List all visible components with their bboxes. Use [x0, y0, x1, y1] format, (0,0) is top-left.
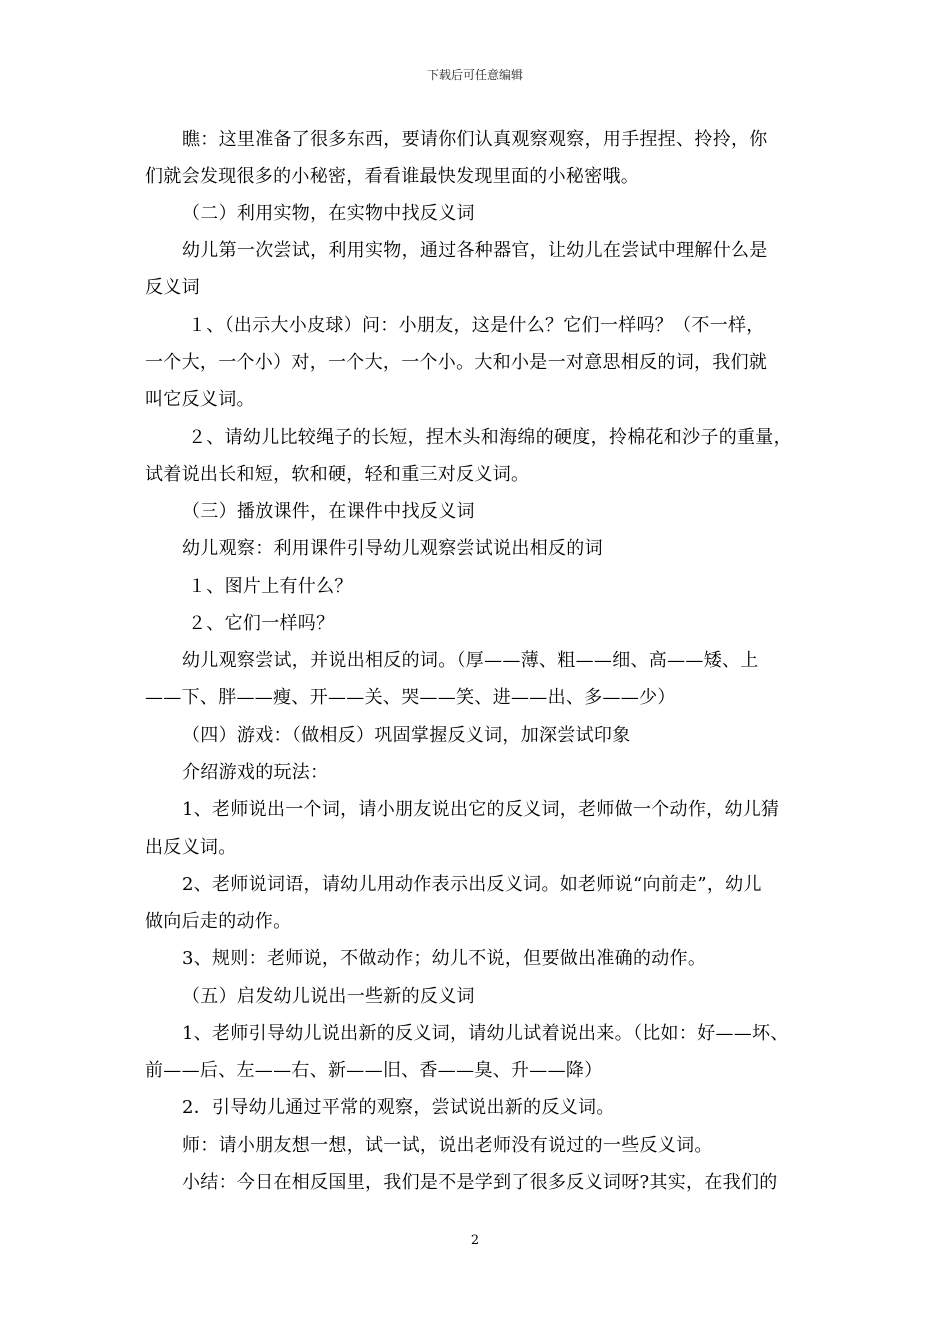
paragraph-line: 1、老师引导幼儿说出新的反义词，请幼儿试着说出来。（比如：好——坏、	[182, 1023, 789, 1044]
paragraph-line: 小结：今日在相反国里，我们是不是学到了很多反义词呀?其实，在我们的	[182, 1172, 778, 1193]
paragraph-line: 瞧：这里准备了很多东西，要请你们认真观察观察，用手捏捏、拎拎，你	[182, 129, 768, 150]
paragraph-line: 反义词	[145, 277, 200, 298]
paragraph-line: 2．引导幼儿通过平常的观察，尝试说出新的反义词。	[182, 1097, 615, 1118]
paragraph-line: 前——后、左——右、新——旧、香——臭、升——降）	[145, 1060, 603, 1081]
page-number: 2	[470, 1233, 480, 1248]
paragraph-line: 幼儿第一次尝试，利用实物，通过各种器官，让幼儿在尝试中理解什么是	[182, 240, 768, 261]
paragraph-line: １、图片上有什么？	[188, 576, 353, 597]
paragraph-line: 试着说出长和短，软和硬，轻和重三对反义词。	[145, 464, 530, 485]
section-heading: （四）游戏：（做相反）巩固掌握反义词，加深尝试印象	[182, 725, 631, 746]
paragraph-line: ２、请幼儿比较绳子的长短，捏木头和海绵的硬度，拎棉花和沙子的重量，	[188, 427, 792, 448]
paragraph-line: ２、它们一样吗？	[188, 613, 335, 634]
section-heading: （五）启发幼儿说出一些新的反义词	[182, 986, 475, 1007]
paragraph-line: 们就会发现很多的小秘密，看看谁最快发现里面的小秘密哦。	[145, 166, 640, 187]
paragraph-line: 一个大，一个小）对，一个大，一个小。大和小是一对意思相反的词，我们就	[145, 352, 768, 373]
paragraph-line: 幼儿观察尝试，并说出相反的词。（厚——薄、粗——细、高——矮、上	[182, 650, 759, 671]
page-header: 下载后可任意编辑	[426, 68, 523, 82]
paragraph-line: 师：请小朋友想一想，试一试，说出老师没有说过的一些反义词。	[182, 1135, 713, 1156]
paragraph-line: 做向后走的动作。	[145, 911, 292, 932]
paragraph-line: 2、老师说词语，请幼儿用动作表示出反义词。如老师说“向前走”，幼儿	[182, 874, 762, 895]
paragraph-line: 3、规则：老师说，不做动作；幼儿不说，但要做出准确的动作。	[182, 948, 707, 969]
section-heading: （二）利用实物，在实物中找反义词	[182, 203, 475, 224]
paragraph-line: 叫它反义词。	[145, 389, 255, 410]
paragraph-line: １、（出示大小皮球）问：小朋友，这是什么？它们一样吗？（不一样，	[188, 315, 765, 336]
paragraph-line: 1、老师说出一个词，请小朋友说出它的反义词，老师做一个动作，幼儿猜	[182, 799, 780, 820]
section-heading: （三）播放课件，在课件中找反义词	[182, 501, 475, 522]
paragraph-line: 出反义词。	[145, 837, 237, 858]
paragraph-line: 介绍游戏的玩法：	[182, 762, 329, 783]
paragraph-line: 幼儿观察：利用课件引导幼儿观察尝试说出相反的词	[182, 538, 603, 559]
paragraph-line: ——下、胖——瘦、开——关、哭——笑、进——出、多——少）	[145, 687, 676, 708]
